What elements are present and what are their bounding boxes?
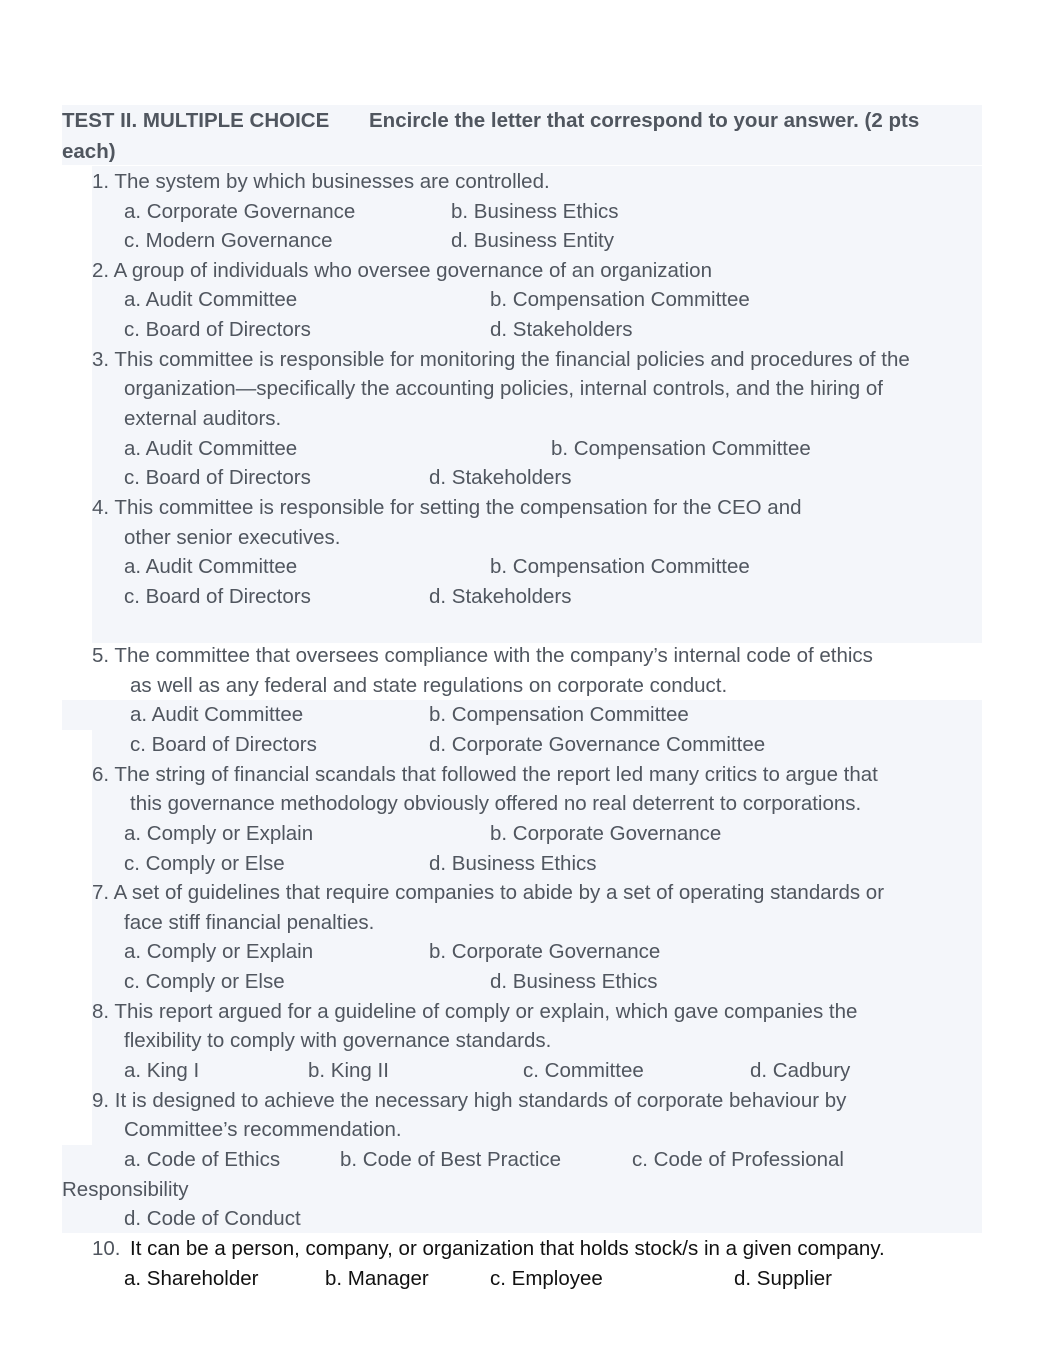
question-10-option-d[interactable]: d. Supplier <box>734 1267 833 1290</box>
question-5-stem-line2: as well as any federal and state regulations on corporate conduct. <box>130 674 728 697</box>
question-10-number: 10. <box>92 1237 121 1260</box>
question-3-stem-line3: external auditors. <box>124 407 282 430</box>
question-1-option-b[interactable]: b. Business Ethics <box>451 200 619 223</box>
question-7-option-d[interactable]: d. Business Ethics <box>490 970 658 993</box>
question-6-stem: 6. The string of financial scandals that followed the report led many critics to argue that <box>92 763 878 786</box>
question-4-option-a[interactable]: a. Audit Committee <box>124 555 298 578</box>
question-3-option-b[interactable]: b. Compensation Committee <box>551 437 811 460</box>
question-6-option-a[interactable]: a. Comply or Explain <box>124 822 314 845</box>
question-10-stem: It can be a person, company, or organization that holds stock/s in a given company. <box>130 1237 885 1260</box>
question-4-option-c[interactable]: c. Board of Directors <box>124 585 311 608</box>
question-9-option-d[interactable]: d. Code of Conduct <box>124 1207 301 1230</box>
question-5-option-a[interactable]: a. Audit Committee <box>130 703 304 726</box>
question-9-stem: 9. It is designed to achieve the necessary high standards of corporate behaviour by <box>92 1089 847 1112</box>
question-2-option-c[interactable]: c. Board of Directors <box>124 318 311 341</box>
question-10-option-b[interactable]: b. Manager <box>325 1267 429 1290</box>
test-instruction: Encircle the letter that correspond to your answer. (2 pts <box>369 109 920 132</box>
question-8-option-a[interactable]: a. King I <box>124 1059 200 1082</box>
question-8-option-d[interactable]: d. Cadbury <box>750 1059 851 1082</box>
question-9-option-c[interactable]: c. Code of Professional <box>632 1148 844 1171</box>
question-6-option-c[interactable]: c. Comply or Else <box>124 852 285 875</box>
question-8-option-c[interactable]: c. Committee <box>523 1059 644 1082</box>
question-1-option-d[interactable]: d. Business Entity <box>451 229 614 252</box>
question-7-option-a[interactable]: a. Comply or Explain <box>124 940 314 963</box>
question-4-stem-line2: other senior executives. <box>124 526 341 549</box>
question-2-option-d[interactable]: d. Stakeholders <box>490 318 633 341</box>
question-7-stem: 7. A set of guidelines that require companies to abide by a set of operating standards or <box>92 881 885 904</box>
question-1-stem: 1. The system by which businesses are controlled. <box>92 170 550 193</box>
question-2-option-b[interactable]: b. Compensation Committee <box>490 288 750 311</box>
question-3-option-c[interactable]: c. Board of Directors <box>124 466 311 489</box>
question-2-stem: 2. A group of individuals who oversee governance of an organization <box>92 259 712 282</box>
question-9-option-a[interactable]: a. Code of Ethics <box>124 1148 281 1171</box>
question-4-stem: 4. This committee is responsible for setting the compensation for the CEO and <box>92 496 802 519</box>
question-5-option-b[interactable]: b. Compensation Committee <box>429 703 689 726</box>
question-3-stem: 3. This committee is responsible for monitoring the financial policies and procedures of the <box>92 348 910 371</box>
question-6-option-d[interactable]: d. Business Ethics <box>429 852 597 875</box>
question-5-option-c[interactable]: c. Board of Directors <box>130 733 317 756</box>
question-7-option-c[interactable]: c. Comply or Else <box>124 970 285 993</box>
question-7-stem-line2: face stiff financial penalties. <box>124 911 375 934</box>
question-3-option-d[interactable]: d. Stakeholders <box>429 466 572 489</box>
question-10-option-a[interactable]: a. Shareholder <box>124 1267 259 1290</box>
question-4-option-b[interactable]: b. Compensation Committee <box>490 555 750 578</box>
question-3-stem-line2: organization—specifically the accounting policies, internal controls, and the hiring of <box>124 377 883 400</box>
question-6-option-b[interactable]: b. Corporate Governance <box>490 822 722 845</box>
test-instruction-continued: each) <box>62 140 116 163</box>
test-title: TEST II. MULTIPLE CHOICE <box>62 109 330 132</box>
question-10-option-c[interactable]: c. Employee <box>490 1267 603 1290</box>
question-5-option-d[interactable]: d. Corporate Governance Committee <box>429 733 766 756</box>
question-8-option-b[interactable]: b. King II <box>308 1059 389 1082</box>
question-5-stem: 5. The committee that oversees compliance with the company’s internal code of ethics <box>92 644 873 667</box>
question-7-option-b[interactable]: b. Corporate Governance <box>429 940 661 963</box>
question-8-stem-line2: flexibility to comply with governance standards. <box>124 1029 552 1052</box>
question-9-option-c-wrap: Responsibility <box>62 1178 189 1201</box>
question-1-option-a[interactable]: a. Corporate Governance <box>124 200 356 223</box>
question-8-stem: 8. This report argued for a guideline of comply or explain, which gave companies the <box>92 1000 858 1023</box>
question-6-stem-line2: this governance methodology obviously offered no real deterrent to corporations. <box>130 792 862 815</box>
question-9-option-b[interactable]: b. Code of Best Practice <box>340 1148 562 1171</box>
question-9-stem-line2: Committee’s recommendation. <box>124 1118 402 1141</box>
question-4-option-d[interactable]: d. Stakeholders <box>429 585 572 608</box>
question-3-option-a[interactable]: a. Audit Committee <box>124 437 298 460</box>
question-1-option-c[interactable]: c. Modern Governance <box>124 229 333 252</box>
question-2-option-a[interactable]: a. Audit Committee <box>124 288 298 311</box>
